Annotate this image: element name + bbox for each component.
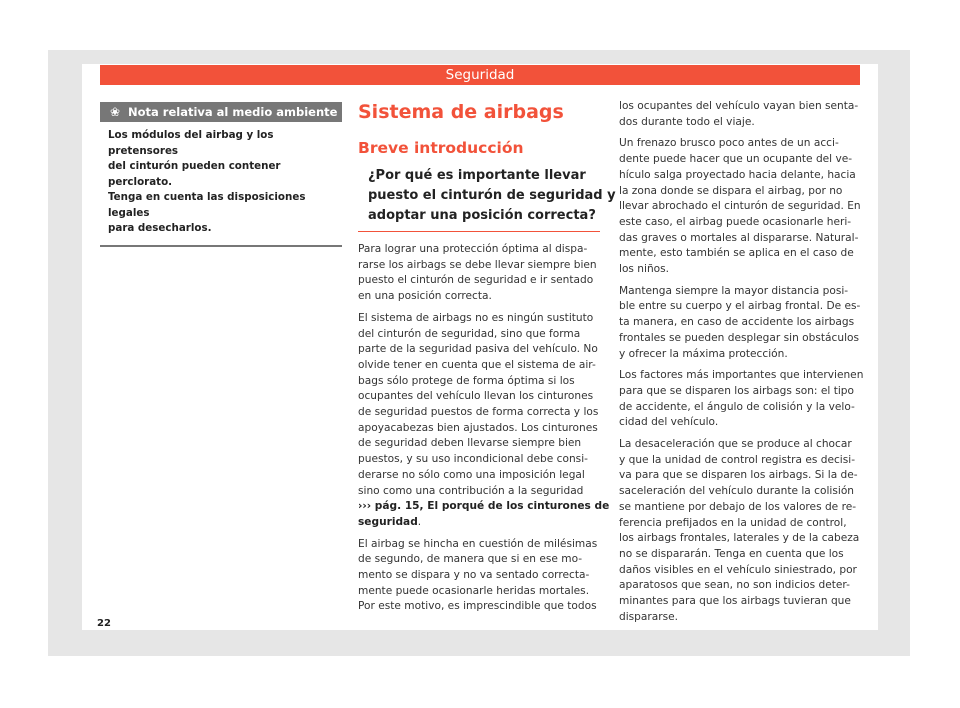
- text-line: puesto el cinturón de seguridad y: [368, 188, 616, 203]
- text-line: ferencia prefijados en la unidad de control,: [619, 516, 847, 529]
- paragraph: [358, 537, 600, 616]
- paragraph: [619, 368, 863, 431]
- text-line: cidad del vehículo.: [619, 416, 719, 429]
- note-title: Nota relativa al medio ambiente: [128, 105, 338, 119]
- paragraph: [619, 284, 863, 363]
- text-line: y que la unidad de control registra es decisi-: [619, 453, 856, 466]
- text-line: Los módulos del airbag y los pretensores: [108, 129, 274, 157]
- text-line: los niños.: [619, 263, 670, 276]
- flower-icon: ❀: [109, 105, 121, 119]
- text-line: dos durante todo el viaje.: [619, 115, 755, 128]
- page-number: 22: [97, 618, 111, 629]
- paragraph: [358, 311, 610, 531]
- text-line: Los factores más importantes que intervienen: [619, 369, 864, 382]
- text-line: puesto el cinturón de seguridad e ir sentado: [358, 274, 594, 287]
- text-line: dente puede hacer que un ocupante del ve-: [619, 153, 853, 166]
- text-line: minantes para que los airbags tuvieran que: [619, 595, 851, 608]
- text-line: rarse los airbags se debe llevar siempre bien: [358, 258, 597, 271]
- text-line: ¿Por qué es importante llevar: [368, 168, 586, 183]
- text-line: dispararse.: [619, 610, 679, 623]
- text-line: del cinturón de seguridad, sino que forma: [358, 327, 581, 340]
- text-line: Un frenazo brusco poco antes de un acci-: [619, 137, 839, 150]
- text-line: mento se dispara y no va sentado correcta-: [358, 569, 590, 582]
- paragraph: [619, 437, 863, 625]
- text-line: de seguridad puestos de forma correcta y los: [358, 406, 599, 419]
- environment-note: [100, 102, 342, 247]
- text-line: Para lograr una protección óptima al dispa-: [358, 243, 588, 255]
- text-line: del cinturón pueden contener perclorato.: [108, 160, 281, 188]
- text-line: El airbag se hincha en cuestión de milésimas: [358, 537, 598, 550]
- text-line: saceleración del vehículo durante la colisión: [619, 485, 855, 498]
- text-line: La desaceleración que se produce al chocar: [619, 438, 852, 451]
- text-line: parte de la seguridad pasiva del vehículo. No: [358, 343, 598, 356]
- text-line: de accidente, el ángulo de colisión y la velo-: [619, 400, 855, 413]
- text-line: derarse no sólo como una imposición legal: [358, 468, 585, 481]
- text-line: de seguridad deben llevarse siempre bien: [358, 437, 582, 450]
- text-line: Por este motivo, es imprescindible que todos: [358, 600, 597, 613]
- text-line: Mantenga siempre la mayor distancia posi-: [619, 284, 849, 297]
- text-line: sino como una contribución a la seguridad: [358, 484, 584, 497]
- question-heading: [358, 166, 616, 232]
- text-line: hículo salga proyectado hacia delante, hacia: [619, 168, 856, 181]
- text-line: mente, esto también se aplica en el caso de: [619, 247, 854, 260]
- paragraph: [619, 136, 863, 277]
- text-line: apoyacabezas bien ajustados. Los cinturones: [358, 421, 598, 434]
- page-reference-link[interactable]: seguridad: [358, 515, 418, 528]
- text-line: va para que se disparen los airbags. Si la de-: [619, 469, 858, 482]
- column-3: [619, 99, 863, 632]
- text-line: para que se disparen los airbags son: el tipo: [619, 384, 854, 397]
- text-line: en una posición correcta.: [358, 290, 492, 303]
- punctuation: .: [417, 515, 422, 528]
- paragraph: [358, 242, 600, 305]
- text-line: y ofrecer la máxima protección.: [619, 347, 788, 360]
- subsection-title: Breve introducción: [358, 139, 524, 157]
- text-line: ta manera, en caso de accidente los airbags: [619, 316, 855, 329]
- text-line: este caso, el airbag puede ocasionarle heri-: [619, 215, 852, 228]
- text-line: Tenga en cuenta las disposiciones legales: [108, 191, 306, 219]
- text-line: ocupantes del vehículo llevan los cinturones: [358, 390, 594, 403]
- section-header: Seguridad: [100, 65, 860, 85]
- text-line: mente puede ocasionarle heridas mortales.: [358, 584, 590, 597]
- text-line: El sistema de airbags no es ningún sustituto: [358, 311, 594, 324]
- text-line: los ocupantes del vehículo vayan bien senta-: [619, 100, 859, 112]
- text-line: frontales se pueden desplegar sin obstáculos: [619, 331, 860, 344]
- text-line: la zona donde se dispara el airbag, por no: [619, 184, 843, 197]
- text-line: de segundo, de manera que si en ese mo-: [358, 553, 583, 566]
- text-line: no se dispararán. Tenga en cuenta que los: [619, 547, 844, 560]
- note-header: [100, 102, 342, 122]
- paragraph: [619, 99, 863, 130]
- text-line: olvide tener en cuenta que el sistema de air-: [358, 358, 596, 371]
- page-reference-link[interactable]: ››› pág. 15, El porqué de los cinturones de: [358, 500, 610, 513]
- note-body: [100, 122, 342, 245]
- text-line: aparatosos que sean, no son indicios deter-: [619, 579, 850, 592]
- text-line: adoptar una posición correcta?: [368, 208, 596, 223]
- text-line: ble entre su cuerpo y el airbag frontal. De es-: [619, 300, 861, 313]
- text-line: puestos, y su uso incondicional debe consi-: [358, 453, 588, 466]
- section-title: Sistema de airbags: [358, 101, 564, 123]
- text-line: se mantiene por debajo de los valores de re-: [619, 500, 857, 513]
- text-line: llevar abrochado el cinturón de seguridad. En: [619, 200, 861, 213]
- column-2-text: [358, 242, 610, 615]
- text-line: daños visibles en el vehículo siniestrado, por: [619, 563, 857, 576]
- text-line: das graves o mortales al dispararse. Natural-: [619, 231, 859, 244]
- column-2: [358, 100, 616, 621]
- text-line: bags sólo protege de forma óptima si los: [358, 374, 575, 387]
- text-line: para desecharlos.: [108, 222, 212, 234]
- text-line: los airbags frontales, laterales y de la cabeza: [619, 532, 860, 545]
